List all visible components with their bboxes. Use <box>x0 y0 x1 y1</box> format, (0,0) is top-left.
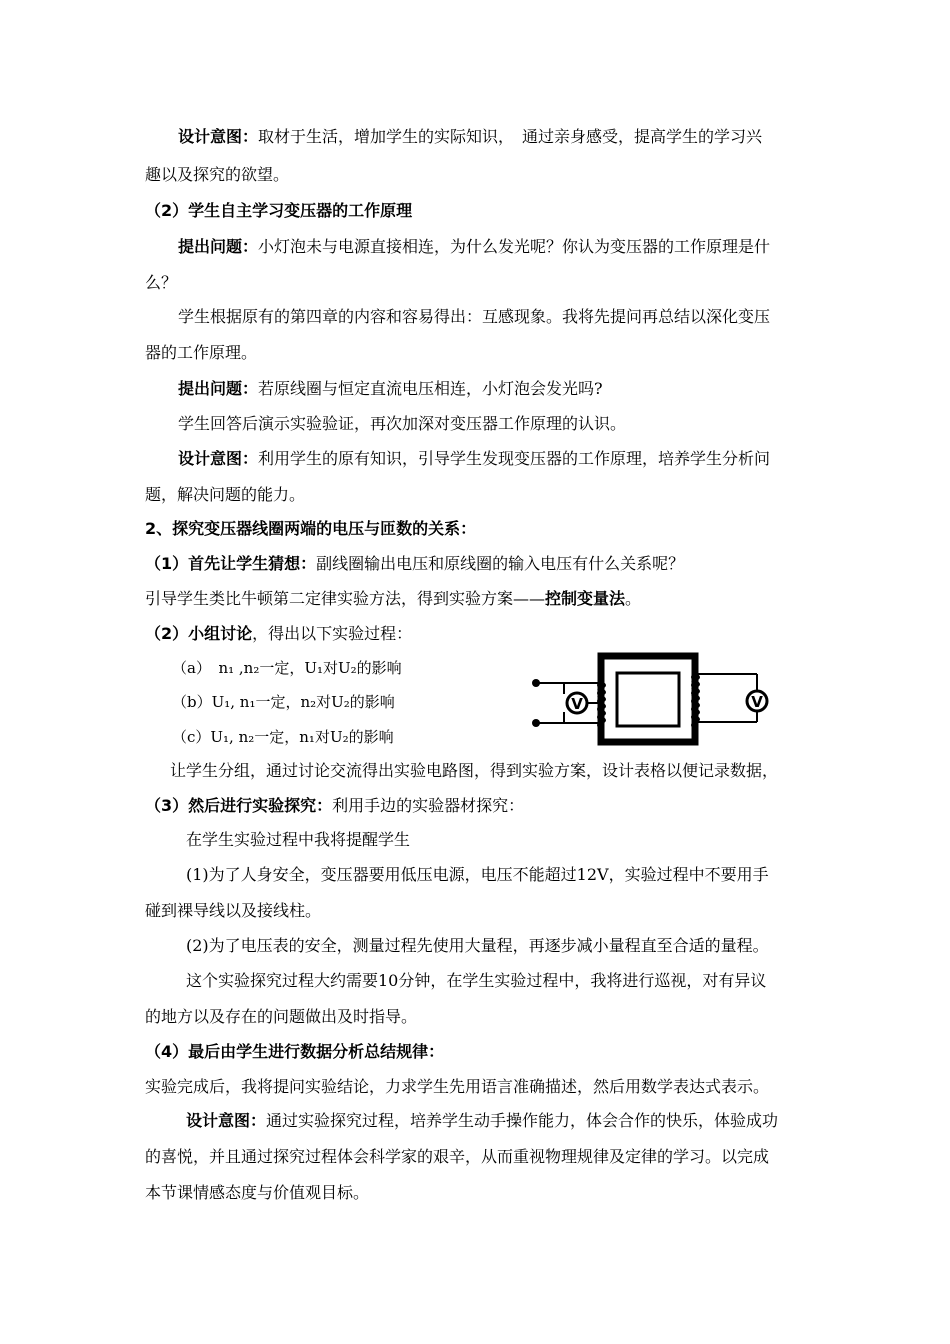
transformer-core-outer <box>601 656 695 742</box>
paragraph-text: 取材于生活，增加学生的实际知识， 通过亲身感受，提高学生的学习兴 <box>258 127 763 146</box>
paragraph-text: 学生根据原有的第四章的内容和容易得出：互感现象。我将先提问再总结以深化变压 <box>178 307 771 326</box>
voltmeter-secondary <box>747 691 767 711</box>
subsection-heading-2: （2）学生自主学习变压器的工作原理 <box>145 201 413 220</box>
paragraph-text: ，得出以下实验过程： <box>252 624 413 643</box>
experiment-item-a: （a） n₁ ,n₂一定，U₁对U₂的影响 <box>172 659 402 677</box>
paragraph-text: 利用手边的实验器材探究： <box>332 796 525 815</box>
design-intent-paragraph-2 <box>178 448 770 470</box>
paragraph-text: 学生回答后演示实验验证，再次加深对变压器工作原理的认识。 <box>178 414 627 433</box>
step-label: （2）小组讨论 <box>145 624 253 643</box>
reminder-2: (2)为了电压表的安全，测量过程先使用大量程，再逐步减小量程直至合适的量程。 <box>186 936 769 955</box>
paragraph-text: 这个实验探究过程大约需要10分钟，在学生实验过程中，我将进行巡视，对有异议 <box>186 971 767 990</box>
question-paragraph-2 <box>178 378 603 400</box>
voltmeter-label: V <box>751 693 763 711</box>
question-label: 提出问题： <box>178 237 259 256</box>
paragraph-continuation: 本节课情感态度与价值观目标。 <box>145 1183 370 1202</box>
step-label: （3）然后进行实验探究： <box>145 796 333 815</box>
paragraph-continuation: 的喜悦，并且通过探究过程体会科学家的艰辛，从而重视物理规律及定律的学习。以完成 <box>145 1147 770 1166</box>
paragraph-text: 实验完成后，我将提问实验结论，力求学生先用语言准确描述，然后用数学表达式表示。 <box>145 1077 770 1096</box>
input-terminal-top <box>532 679 540 687</box>
transformer-core-inner <box>617 673 679 726</box>
design-intent-label: 设计意图： <box>186 1111 267 1130</box>
inquiry-paragraph <box>145 795 524 817</box>
input-terminal-bottom <box>532 719 540 727</box>
design-intent-label: 设计意图： <box>178 449 259 468</box>
design-intent-paragraph-3 <box>186 1110 778 1132</box>
subsection-heading-4: （4）最后由学生进行数据分析总结规律： <box>145 1042 445 1061</box>
paragraph-continuation: 器的工作原理。 <box>145 343 258 362</box>
paragraph-text: 。 <box>625 589 642 608</box>
voltmeter-label: V <box>571 695 583 713</box>
paragraph-text: 小灯泡未与电源直接相连，为什么发光呢？你认为变压器的工作原理是什 <box>258 237 771 256</box>
reminder-1: (1)为了人身安全，变压器要用低压电源，电压不能超过12V，实验过程中不要用手 <box>186 865 769 884</box>
paragraph-continuation: 题，解决问题的能力。 <box>145 485 306 504</box>
paragraph-continuation: 么？ <box>145 273 178 292</box>
paragraph-text: 若原线圈与恒定直流电压相连，小灯泡会发光吗? <box>258 379 603 398</box>
paragraph-text: 通过实验探究过程，培养学生动手操作能力，体会合作的快乐，体验成功 <box>266 1111 779 1130</box>
guess-paragraph <box>145 553 684 575</box>
section-heading-2: 2、探究变压器线圈两端的电压与匝数的关系： <box>145 519 477 538</box>
paragraph-continuation: 的地方以及存在的问题做出及时指导。 <box>145 1007 418 1026</box>
experiment-item-b: （b）U₁, n₁一定，n₂对U₂的影响 <box>172 693 395 711</box>
design-intent-paragraph-1 <box>178 126 762 148</box>
question-paragraph-1 <box>178 236 770 258</box>
voltmeter-primary <box>567 693 587 713</box>
method-name: 控制变量法 <box>545 589 626 608</box>
design-intent-label: 设计意图： <box>178 127 259 146</box>
group-discussion-paragraph <box>145 623 412 645</box>
method-paragraph <box>145 588 641 610</box>
paragraph-continuation: 趣以及探究的欲望。 <box>145 165 290 184</box>
experiment-item-c: （c）U₁, n₂一定，n₁对U₂的影响 <box>172 728 394 746</box>
paragraph-text: 副线圈输出电压和原线圈的输入电压有什么关系呢？ <box>316 554 685 573</box>
paragraph-text: 让学生分组，通过讨论交流得出实验电路图，得到实验方案，设计表格以便记录数据， <box>170 761 779 780</box>
step-label: （1）首先让学生猜想： <box>145 554 317 573</box>
paragraph-continuation: 碰到裸导线以及接线柱。 <box>145 901 322 920</box>
paragraph-text: 利用学生的原有知识，引导学生发现变压器的工作原理，培养学生分析问 <box>258 449 771 468</box>
paragraph-text: 在学生实验过程中我将提醒学生 <box>186 830 411 849</box>
question-label: 提出问题： <box>178 379 259 398</box>
transformer-circuit-diagram <box>524 648 782 748</box>
paragraph-text: 引导学生类比牛顿第二定律实验方法，得到实验方案—— <box>145 589 546 608</box>
